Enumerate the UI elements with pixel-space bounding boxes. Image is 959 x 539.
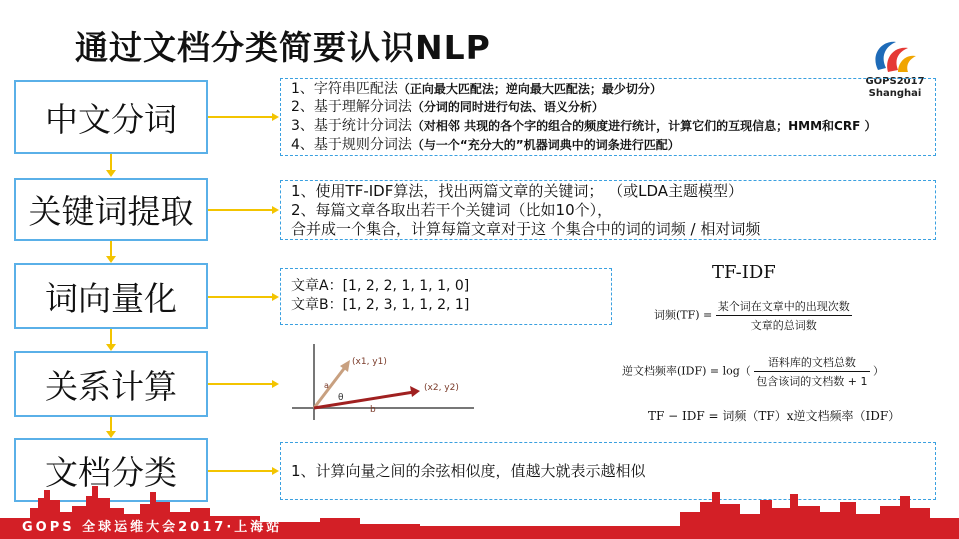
logo-line1: GOPS2017 xyxy=(865,76,925,87)
detail-line: 合并成一个集合，计算每篇文章对于这 个集合中的词的词频 / 相对词频 xyxy=(291,220,761,238)
detail-line: 1、字符串匹配法（正向最大匹配法；逆向最大匹配法；最少切分） xyxy=(291,81,662,97)
vector-b xyxy=(314,392,414,408)
detail-line: 1、计算向量之间的余弦相似度，值越大就表示越相似 xyxy=(291,462,646,480)
angle-label: θ xyxy=(338,393,344,403)
step-keyword-extraction xyxy=(14,178,208,241)
step-label: 关键词提取 xyxy=(28,192,194,231)
idf-lhs: 逆文档频率(IDF) = log（ xyxy=(622,364,751,378)
step-label: 中文分词 xyxy=(45,99,177,139)
vectors-box xyxy=(280,268,612,325)
logo-line2: Shanghai xyxy=(868,88,922,99)
step-label: 文档分类 xyxy=(45,452,177,492)
side-b-label: b xyxy=(370,405,376,415)
arrow-down-icon xyxy=(106,256,116,263)
idf-fraction xyxy=(754,354,869,389)
idf-rhs: ） xyxy=(873,364,884,378)
tf-denominator: 文章的总词数 xyxy=(750,319,817,332)
tfidf-heading: TF-IDF xyxy=(712,262,776,283)
idf-formula xyxy=(622,354,884,389)
tf-fraction xyxy=(716,298,852,333)
connector-line xyxy=(208,383,272,385)
page-title: 通过文档分类简要认识NLP xyxy=(75,28,491,67)
tf-numerator: 某个词在文章中的出现次数 xyxy=(716,298,852,316)
arrow-down-icon xyxy=(106,170,116,177)
vector-diagram xyxy=(288,340,478,430)
connector-line xyxy=(208,116,272,118)
connector-line xyxy=(110,329,112,344)
connector-line xyxy=(110,241,112,256)
vector-b-head xyxy=(410,386,420,397)
vector-a-label: (x1, y1) xyxy=(352,357,387,367)
detail-line: 4、基于规则分词法（与一个“充分大的”机器词典中的词条进行匹配） xyxy=(291,137,680,153)
segmentation-methods-box xyxy=(280,78,936,156)
arrow-right-icon xyxy=(272,293,279,301)
detail-line: 1、使用TF-IDF算法，找出两篇文章的关键词； （或LDA主题模型） xyxy=(291,182,744,200)
connector-line xyxy=(208,296,272,298)
tf-lhs: 词频(TF) = xyxy=(654,308,713,322)
detail-line: 2、每篇文章各取出若干个关键词（比如10个）， xyxy=(291,201,613,219)
connector-line xyxy=(208,470,272,472)
arrow-right-icon xyxy=(272,380,279,388)
step-label: 词向量化 xyxy=(45,278,177,318)
arrow-right-icon xyxy=(272,467,279,475)
detail-line: 2、基于理解分词法（分词的同时进行句法、语义分析） xyxy=(291,99,604,115)
detail-line: 文章A：[1, 2, 2, 1, 1, 1, 0] xyxy=(291,278,470,294)
keyword-extraction-box xyxy=(280,180,936,240)
arrow-down-icon xyxy=(106,431,116,438)
step-label: 关系计算 xyxy=(45,366,177,406)
footer-text: GOPS 全球运维大会2017·上海站 xyxy=(22,520,283,535)
tfidf-formula: TF − IDF = 词频（TF）x逆文档频率（IDF） xyxy=(648,409,901,423)
tf-formula xyxy=(654,298,852,333)
arrow-right-icon xyxy=(272,206,279,214)
idf-denominator: 包含该词的文档数 + 1 xyxy=(756,375,868,388)
vector-b-label: (x2, y2) xyxy=(424,383,459,393)
detail-line: 3、基于统计分词法（对相邻 共现的各个字的组合的频度进行统计，计算它们的互现信息；HMM和CRF ） xyxy=(291,118,877,134)
connector-line xyxy=(208,209,272,211)
step-chinese-segmentation xyxy=(14,80,208,154)
step-relation-computation xyxy=(14,351,208,417)
side-a-label: a xyxy=(324,381,329,390)
connector-line xyxy=(110,154,112,170)
step-word-vectorization xyxy=(14,263,208,329)
arrow-right-icon xyxy=(272,113,279,121)
arrow-down-icon xyxy=(106,344,116,351)
detail-line: 文章B：[1, 2, 3, 1, 1, 2, 1] xyxy=(291,297,470,313)
idf-numerator: 语料库的文档总数 xyxy=(754,354,869,372)
connector-line xyxy=(110,417,112,431)
